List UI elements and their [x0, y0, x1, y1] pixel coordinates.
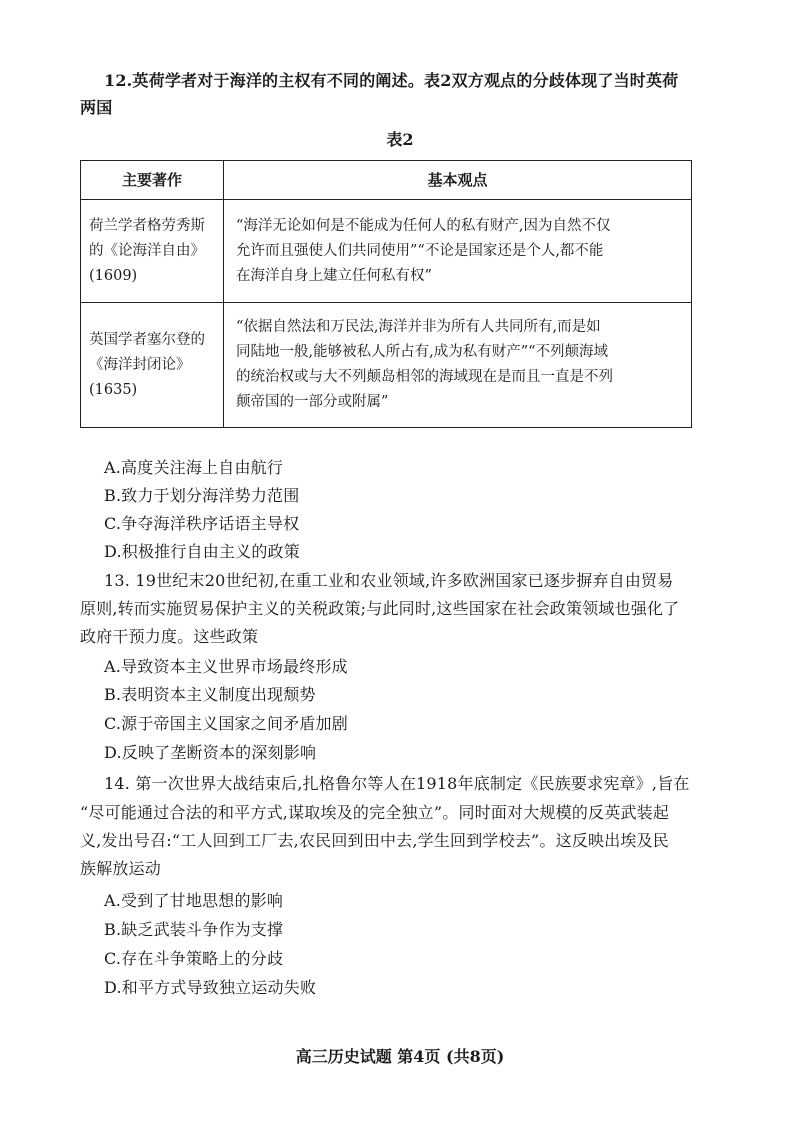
header-views: 基本观点 — [224, 161, 692, 200]
view-cell-selden — [224, 303, 692, 428]
q14-option-b: B.缺乏武装斗争作为支撑 — [104, 920, 284, 939]
work-line: 荷兰学者格劳秀斯 — [89, 217, 205, 234]
work-cell-grotius — [81, 200, 224, 303]
view-line: “依据自然法和万民法,海洋并非为所有人共同所有,而是如 — [236, 319, 601, 335]
q14-stem-line: 族解放运动 — [80, 859, 162, 878]
q13-option-c: C.源于帝国主义国家之间矛盾加剧 — [104, 714, 348, 733]
q13-stem-line: 13. 19世纪末20世纪初,在重工业和农业领域,许多欧洲国家已逐步摒弃自由贸易 — [104, 571, 674, 590]
table-row — [81, 303, 692, 428]
q14-option-c: C.存在斗争策略上的分歧 — [104, 949, 284, 968]
table-header-row — [81, 161, 692, 200]
work-line: 英国学者塞尔登的 — [89, 331, 205, 348]
q12-option-a: A.高度关注海上自由航行 — [104, 458, 284, 477]
q12-option-d: D.积极推行自由主义的政策 — [104, 542, 300, 561]
view-line: 的统治权或与大不列颠岛相邻的海域现在是而且一直是不列 — [236, 369, 613, 385]
viewpoints-table — [80, 160, 692, 428]
view-line: 同陆地一般,能够被私人所占有,成为私有财产”“不列颠海域 — [236, 344, 609, 360]
work-cell-selden — [81, 303, 224, 428]
q12-stem-line1: 12.英荷学者对于海洋的主权有不同的阐述。表2双方观点的分歧体现了当时英荷 — [104, 71, 679, 90]
work-line: (1635) — [89, 381, 138, 398]
q14-option-a: A.受到了甘地思想的影响 — [104, 891, 284, 910]
q13-option-d: D.反映了垄断资本的深刻影响 — [104, 743, 317, 762]
work-line: 《海洋封闭论》 — [89, 356, 191, 373]
work-line: (1609) — [89, 267, 138, 284]
q12-option-b: B.致力于划分海洋势力范围 — [104, 486, 300, 505]
view-cell-grotius — [224, 200, 692, 303]
table-title: 表2 — [386, 130, 414, 149]
q14-stem-line: 义,发出号召:“工人回到工厂去,农民回到田中去,学生回到学校去”。这反映出埃及民 — [80, 831, 670, 850]
view-line: “海洋无论如何是不能成为任何人的私有财产,因为自然不仅 — [236, 217, 611, 234]
q13-option-b: B.表明资本主义制度出现颓势 — [104, 685, 316, 704]
q14-stem-line: “尽可能通过合法的和平方式,谋取埃及的完全独立”。同时面对大规模的反英武装起 — [80, 803, 670, 822]
header-works: 主要著作 — [81, 161, 224, 200]
q12-option-c: C.争夺海洋秩序话语主导权 — [104, 514, 300, 533]
view-line: 在海洋自身上建立任何私有权” — [236, 267, 432, 284]
work-line: 的《论海洋自由》 — [89, 242, 205, 259]
q14-stem-line: 14. 第一次世界大战结束后,扎格鲁尔等人在1918年底制定《民族要求宪章》,旨在 — [104, 774, 690, 793]
q13-stem-line: 政府干预力度。这些政策 — [80, 627, 259, 646]
page-footer: 高三历史试题 第4页 (共8页) — [295, 1047, 505, 1066]
view-line: 颠帝国的一部分或附属” — [236, 394, 389, 410]
q14-option-d: D.和平方式导致独立运动失败 — [104, 978, 317, 997]
table-row — [81, 200, 692, 303]
q13-stem-line: 原则,转而实施贸易保护主义的关税政策;与此同时,这些国家在社会政策领域也强化了 — [80, 599, 680, 618]
view-line: 允许而且强使人们共同使用”“不论是国家还是个人,都不能 — [236, 242, 604, 259]
q13-option-a: A.导致资本主义世界市场最终形成 — [104, 657, 348, 676]
q12-stem-line2: 两国 — [80, 98, 113, 117]
